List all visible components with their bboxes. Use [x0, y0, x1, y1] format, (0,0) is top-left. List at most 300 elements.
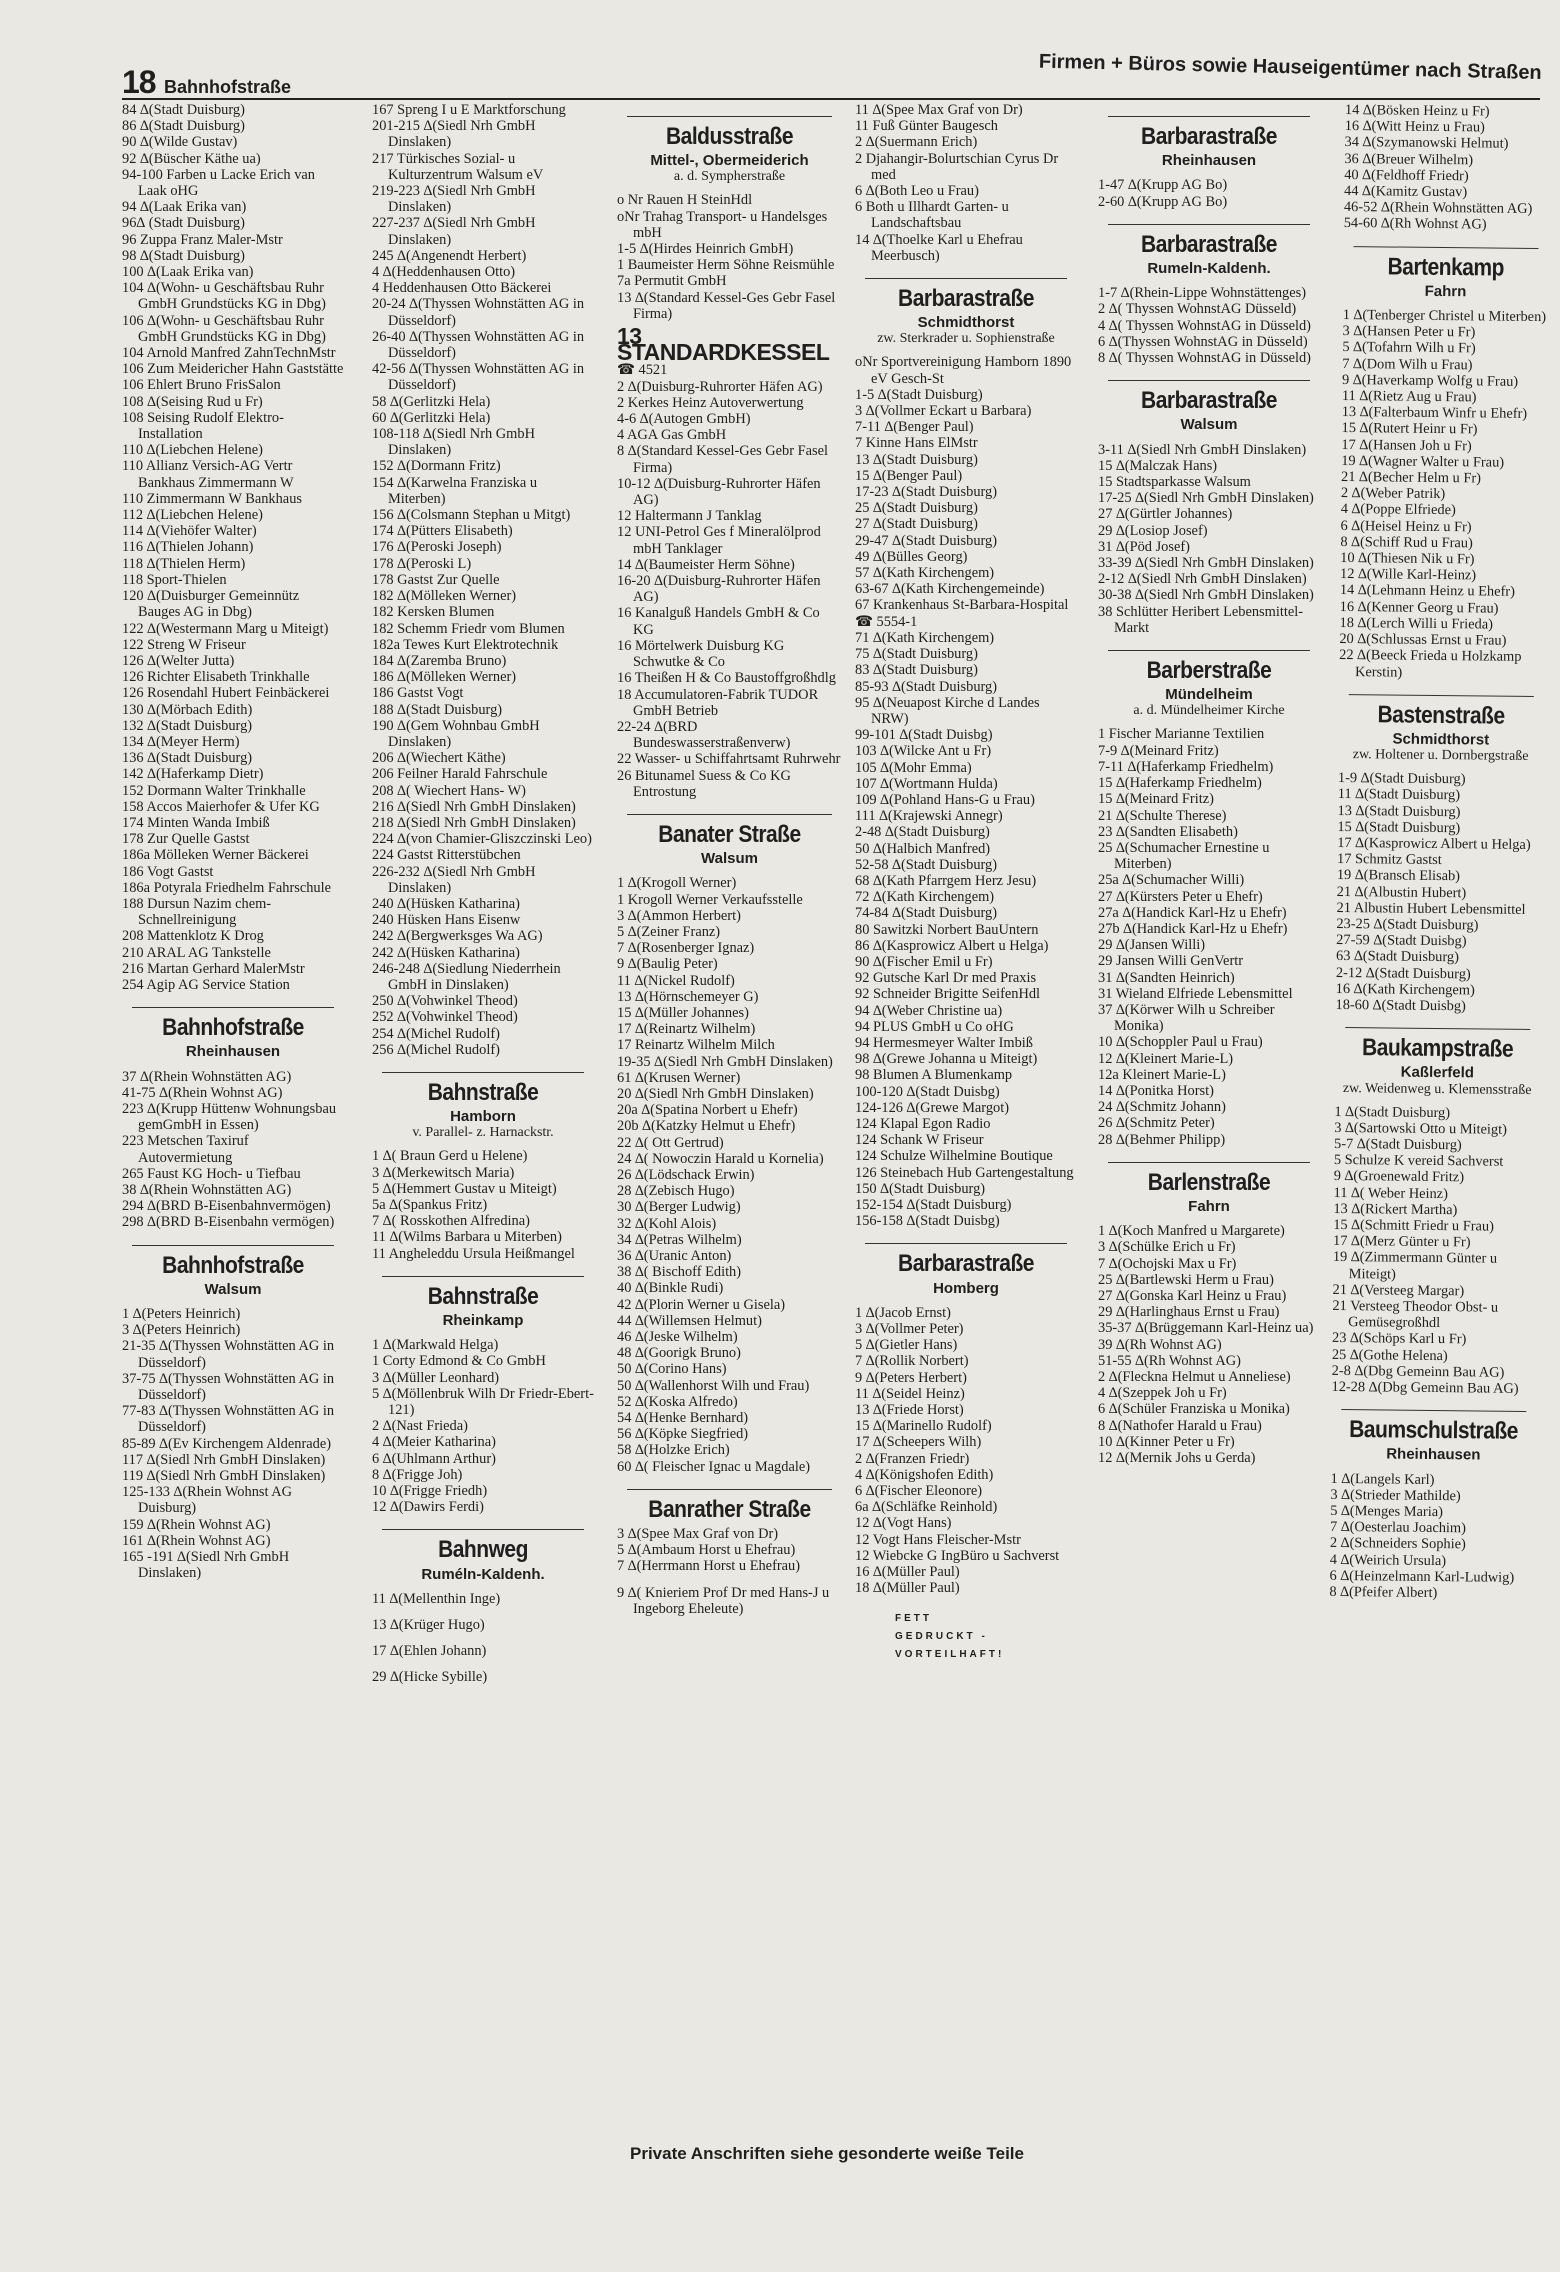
address-entry: 52-58 ∆(Stadt Duisburg) — [855, 856, 998, 873]
address-entry: 15 ∆(Haferkamp Friedhelm) — [1098, 775, 1262, 792]
street-section-header — [1098, 380, 1320, 433]
district-name: Schmidthorst — [1392, 730, 1490, 749]
address-entry: 1 Baumeister Herm Söhne Reismühle — [617, 257, 835, 274]
address-entry: 6 ∆(Thyssen WohnstAG in Düsseld) — [1098, 333, 1308, 350]
address-entry: 223 Metschen Taxiruf Autovermietung — [122, 1133, 249, 1166]
address-entry: 12 ∆(Wille Karl-Heinz) — [1339, 566, 1477, 584]
address-entry: 224 Gastst Ritterstübchen — [372, 847, 521, 864]
column-6 — [1329, 102, 1550, 1602]
address-entry: 110 ∆(Liebchen Helene) — [122, 442, 263, 459]
column-5 — [1098, 102, 1320, 1466]
address-entry: 19 ∆(Wagner Walter u Frau) — [1341, 452, 1505, 471]
address-entry: 27 ∆(Stadt Duisburg) — [855, 516, 978, 533]
street-section-header — [372, 1276, 594, 1329]
section-rule — [1108, 1162, 1310, 1163]
address-entry: 15 ∆(Schmitt Friedr u Frau) — [1333, 1216, 1495, 1235]
address-entry: 27 ∆(Gonska Karl Heinz u Frau) — [1098, 1287, 1287, 1304]
address-entry: 26 Bitunamel Suess & Co KG Entrostung — [617, 767, 791, 800]
address-entry: 3 ∆(Vollmer Peter) — [855, 1321, 964, 1338]
address-entry: 1-7 ∆(Rhein-Lippe Wohnstättenges) — [1098, 285, 1307, 302]
address-entry: 90 ∆(Wilde Gustav) — [122, 134, 238, 151]
address-entry: 6 ∆(Uhlmann Arthur) — [372, 1450, 496, 1467]
address-entry: 23 ∆(Schöps Karl u Fr) — [1331, 1330, 1467, 1348]
address-entry: 14 ∆(Bösken Heinz u Fr) — [1344, 102, 1490, 120]
notice-line: GEDRUCKT - — [895, 1631, 988, 1643]
section-rule — [1345, 1027, 1530, 1030]
address-entry: 1 ∆(Tenberger Christel u Miterben) — [1342, 307, 1547, 326]
address-entry: 182a Tewes Kurt Elektrotechnik — [372, 636, 559, 653]
address-entry: 12-28 ∆(Dbg Gemeinn Bau AG) — [1331, 1378, 1519, 1397]
address-entry: 24 ∆(Schmitz Johann) — [1098, 1099, 1226, 1116]
address-entry: 7 ∆(Dom Wilh u Frau) — [1342, 355, 1473, 373]
address-entry: 5 ∆(Hemmert Gustav u Miteigt) — [372, 1180, 557, 1197]
address-entry: 26 ∆(Lödschack Erwin) — [617, 1166, 755, 1183]
street-section-header — [855, 1243, 1077, 1296]
address-entry: ☎ 5554-1 — [855, 613, 918, 630]
address-entry: 254 Agip AG Service Station — [122, 976, 290, 993]
street-location-note: zw. Sterkrader u. Sophienstraße — [877, 331, 1055, 347]
address-entry: 3-11 ∆(Siedl Nrh GmbH Dinslaken) — [1098, 441, 1307, 458]
address-entry: 223 ∆(Krupp Hüttenw Wohnungsbau gemGmbH in Essen) — [122, 1100, 337, 1134]
address-entry: 2 ∆( Thyssen WohnstAG Düsseld) — [1098, 301, 1297, 318]
address-entry: 122 Streng W Friseur — [122, 636, 246, 653]
address-entry: 7 ∆(Rollik Norbert) — [855, 1353, 969, 1370]
address-entry: 158 Accos Maierhofer & Ufer KG — [122, 798, 320, 815]
address-entry: 27b ∆(Handick Karl-Hz u Ehefr) — [1098, 920, 1288, 937]
section-rule — [1108, 380, 1310, 381]
address-entry: 13 ∆(Krüger Hugo) — [372, 1617, 485, 1634]
address-entry: 37-75 ∆(Thyssen Wohnstätten AG in Düsseldorf) — [122, 1370, 335, 1404]
address-entry: 110 Allianz Versich-AG Vertr Bankhaus Zimmermann W — [122, 458, 294, 491]
address-entry: 29 ∆(Losiop Josef) — [1098, 522, 1208, 539]
address-entry: 1 Krogoll Werner Verkaufsstelle — [617, 891, 803, 908]
address-entry: 35-37 ∆(Brüggemann Karl-Heinz ua) — [1098, 1320, 1314, 1337]
address-entry: 2 ∆(Nast Frieda) — [372, 1418, 468, 1435]
address-entry: 110 Zimmermann W Bankhaus — [122, 490, 302, 507]
street-name: Banater Straße — [658, 821, 801, 848]
district-name: Walsum — [701, 850, 758, 868]
address-entry: 219-223 ∆(Siedl Nrh GmbH Dinslaken) — [372, 183, 536, 216]
address-entry: 85-89 ∆(Ev Kirchengem Aldenrade) — [122, 1435, 332, 1452]
address-entry: 246-248 ∆(Siedlung Niederrhein GmbH in Dinslaken) — [372, 960, 561, 993]
address-entry: 50 ∆(Corino Hans) — [617, 1361, 727, 1378]
address-entry: 1 ∆(Krogoll Werner) — [617, 875, 737, 892]
address-entry: 23-25 ∆(Stadt Duisburg) — [1336, 915, 1479, 934]
address-entry: 16-20 ∆(Duisburg-Ruhrorter Häfen AG) — [617, 573, 821, 606]
address-entry: 7 ∆(Rosenberger Ignaz) — [617, 940, 755, 957]
address-entry: 11 ∆(Seidel Heinz) — [855, 1385, 965, 1402]
address-entry: 14 ∆(Thoelke Karl u Ehefrau Meerbusch) — [855, 231, 1023, 264]
address-entry: 48 ∆(Goorigk Bruno) — [617, 1345, 741, 1362]
address-entry: 182 Schemm Friedr vom Blumen — [372, 620, 565, 637]
address-entry: 1 ∆(Stadt Duisburg) — [1334, 1103, 1451, 1121]
address-entry: 136 ∆(Stadt Duisburg) — [122, 750, 253, 767]
address-entry: 217 Türkisches Sozial- u Kulturzentrum Walsum eV — [372, 150, 544, 183]
address-entry: 3 ∆(Sartowski Otto u Miteigt) — [1334, 1119, 1508, 1138]
address-entry: 11 ∆(Rietz Aug u Frau) — [1341, 388, 1477, 406]
street-name: Bahnstraße — [427, 1079, 539, 1106]
address-entry: 1 ∆(Jacob Ernst) — [855, 1304, 951, 1321]
street-name: Barlenstraße — [1147, 1168, 1271, 1196]
address-entry: 1 ∆(Markwald Helga) — [372, 1337, 499, 1354]
address-entry: 100 ∆(Laak Erika van) — [122, 264, 254, 281]
street-name: Baumschulstraße — [1349, 1416, 1519, 1445]
address-entry: 117 ∆(Siedl Nrh GmbH Dinslaken) — [122, 1451, 326, 1468]
address-entry: 92 Schneider Brigitte SeifenHdl — [855, 986, 1041, 1003]
address-entry: 298 ∆(BRD B-Eisenbahn vermögen) — [122, 1214, 335, 1231]
address-entry: 6a ∆(Schläfke Reinhold) — [855, 1499, 998, 1516]
address-entry: 3 ∆(Hansen Peter u Fr) — [1342, 323, 1476, 341]
address-entry: 44 ∆(Willemsen Helmut) — [617, 1312, 762, 1329]
address-entry: 245 ∆(Angenendt Herbert) — [372, 247, 527, 264]
address-entry: 28 ∆(Zebisch Hugo) — [617, 1183, 735, 1200]
address-entry: 29 Jansen Willi GenVertr — [1098, 953, 1244, 970]
address-entry: 126 Richter Elisabeth Trinkhalle — [122, 669, 310, 686]
page-number: 18 — [122, 64, 156, 100]
address-entry: 13 ∆(Stadt Duisburg) — [1337, 802, 1461, 820]
street-location-note: zw. Holtener u. Dornbergstraße — [1352, 747, 1529, 765]
address-entry: 16 Mörtelwerk Duisburg KG Schwutke & Co — [617, 637, 785, 671]
address-entry: 96∆ (Stadt Duisburg) — [122, 215, 245, 232]
address-entry: 38 ∆(Rhein Wohnstätten AG) — [122, 1182, 292, 1198]
address-entry: 182 Kersken Blumen — [372, 604, 495, 621]
address-entry: 49 ∆(Bülles Georg) — [855, 548, 968, 565]
address-entry: 30 ∆(Berger Ludwig) — [617, 1199, 741, 1216]
street-location-note: v. Parallel- z. Harnackstr. — [412, 1125, 554, 1141]
address-entry: 15 Stadtsparkasse Walsum — [1098, 474, 1251, 491]
address-entry: 2 Djahangir-Bolurtschian Cyrus Dr med — [855, 150, 1059, 183]
address-entry: 29 ∆(Harlinghaus Ernst u Frau) — [1098, 1304, 1280, 1321]
notice-line: VORTEILHAFT! — [895, 1649, 1005, 1661]
address-entry: 60 ∆( Fleischer Ignac u Magdale) — [617, 1458, 811, 1475]
address-entry: 96 Zuppa Franz Maler-Mstr — [122, 231, 283, 248]
address-entry: 118 Sport-Thielen — [122, 571, 227, 588]
address-entry: 85-93 ∆(Stadt Duisburg) — [855, 678, 998, 695]
address-entry: 54-60 ∆(Rh Wohnst AG) — [1343, 215, 1487, 233]
address-entry: 252 ∆(Vohwinkel Theod) — [372, 1009, 518, 1026]
address-entry: 11 ∆( Weber Heinz) — [1333, 1184, 1449, 1202]
address-entry: 5-7 ∆(Stadt Duisburg) — [1334, 1135, 1462, 1154]
address-entry: 12a Kleinert Marie-L) — [1098, 1066, 1226, 1083]
address-entry: 156 ∆(Colsmann Stephan u Mitgt) — [372, 507, 571, 524]
address-entry: 120 ∆(Duisburger Gemeinnütz Bauges AG in Dbg) — [122, 588, 300, 621]
section-rule — [627, 1489, 832, 1490]
street-name: Barbarastraße — [898, 285, 1034, 312]
address-entry: 17 ∆(Hansen Joh u Fr) — [1341, 436, 1472, 455]
district-name: Rheinhausen — [1161, 152, 1257, 170]
address-entry: 38 ∆( Bischoff Edith) — [617, 1264, 742, 1281]
district-name: Rheinhausen — [1386, 1445, 1481, 1464]
street-section-header — [1098, 116, 1320, 169]
address-entry: 60 ∆(Gerlitzki Hela) — [372, 409, 491, 426]
address-entry: 3 ∆(Ammon Herbert) — [617, 907, 741, 924]
address-entry: 104 ∆(Wohn- u Geschäftsbau Ruhr GmbH Grundstücks KG in Dbg) — [122, 280, 326, 313]
street-section-header — [855, 278, 1077, 346]
address-entry: 24 ∆( Nowoczin Harald u Kornelia) — [617, 1150, 824, 1167]
address-entry: 201-215 ∆(Siedl Nrh GmbH Dinslaken) — [372, 118, 536, 151]
column-2 — [372, 102, 594, 1686]
address-entry: 5a ∆(Spankus Fritz) — [372, 1197, 488, 1213]
address-entry: 9 ∆(Peters Herbert) — [855, 1369, 967, 1386]
notice-line: FETT — [895, 1613, 932, 1625]
address-entry: 1-5 ∆(Hirdes Heinrich GmbH) — [617, 241, 794, 258]
address-entry: 186 Vogt Gastst — [122, 863, 214, 880]
address-entry: 27a ∆(Handick Karl-Hz u Ehefr) — [1098, 904, 1287, 921]
address-entry: 10 ∆(Kinner Peter u Fr) — [1098, 1433, 1235, 1450]
address-entry: 5 ∆(Gietler Hans) — [855, 1337, 958, 1354]
address-entry: 23 ∆(Sandten Elisabeth) — [1098, 823, 1238, 840]
street-section-header — [1338, 694, 1544, 765]
address-entry: 20-24 ∆(Thyssen Wohnstätten AG in Düsseldorf) — [372, 296, 585, 329]
address-entry: 126 Steinebach Hub Gartengestaltung — [855, 1164, 1074, 1181]
address-entry: 8 ∆(Pfeifer Albert) — [1329, 1583, 1438, 1602]
address-entry: 84 ∆(Stadt Duisburg) — [122, 102, 245, 118]
address-entry: 6 ∆(Both Leo u Frau) — [855, 183, 979, 200]
address-entry: 19-35 ∆(Siedl Nrh GmbH Dinslaken) — [617, 1053, 833, 1070]
address-entry: 46 ∆(Jeske Wilhelm) — [617, 1329, 738, 1346]
address-entry: 106 ∆(Wohn- u Geschäftsbau Ruhr GmbH Grundstücks KG in Dbg) — [122, 312, 326, 345]
address-entry: 12 ∆(Mernik Johs u Gerda) — [1098, 1450, 1256, 1467]
address-entry: 40 ∆(Binkle Rudi) — [617, 1280, 724, 1297]
fett-gedruckt-notice — [895, 1610, 1077, 1664]
address-entry: 227-237 ∆(Siedl Nrh GmbH Dinslaken) — [372, 215, 536, 248]
address-entry: 20 ∆(Schlussas Ernst u Frau) — [1339, 631, 1507, 649]
street-section-header — [1098, 224, 1320, 277]
address-entry: 39 ∆(Rh Wohnst AG) — [1098, 1336, 1222, 1353]
address-entry: 27 ∆(Gürtler Johannes) — [1098, 506, 1233, 523]
section-rule — [1108, 224, 1310, 225]
address-entry: 2 ∆(Weber Patrik) — [1340, 485, 1446, 503]
address-entry: 95 ∆(Neuapost Kirche d Landes NRW) — [855, 694, 1040, 727]
address-entry: 218 ∆(Siedl Nrh GmbH Dinslaken) — [372, 814, 576, 831]
address-entry: 161 ∆(Rhein Wohnst AG) — [122, 1532, 271, 1549]
address-entry: 7-9 ∆(Meinard Fritz) — [1098, 742, 1219, 759]
address-entry: 2 ∆(Schneiders Sophie) — [1329, 1535, 1466, 1553]
district-name: Walsum — [1180, 416, 1238, 434]
address-entry: 108-118 ∆(Siedl Nrh GmbH Dinslaken) — [372, 426, 535, 459]
address-entry: 4-6 ∆(Autogen GmbH) — [617, 411, 751, 428]
address-entry: 186 ∆(Mölleken Werner) — [372, 669, 517, 686]
address-entry: 13 ∆(Stadt Duisburg) — [855, 451, 978, 468]
address-entry: 1 ∆( Braun Gerd u Helene) — [372, 1148, 528, 1165]
street-name: Bahnstraße — [427, 1282, 539, 1310]
address-entry: 99-101 ∆(Stadt Duisbg) — [855, 727, 993, 744]
address-entry: 111 ∆(Krajewski Annegr) — [855, 808, 1003, 825]
address-entry: 20b ∆(Katzky Helmut u Ehefr) — [617, 1118, 796, 1135]
address-entry: 34 ∆(Petras Wilhelm) — [617, 1231, 742, 1248]
street-name: Barbarastraße — [1141, 230, 1277, 258]
address-entry: 124 Schulze Wilhelmine Boutique — [855, 1148, 1053, 1165]
address-entry: 184 ∆(Zaremba Bruno) — [372, 652, 507, 669]
address-entry: 31 Wieland Elfriede Lebensmittel — [1098, 985, 1293, 1002]
street-name: Bastenstraße — [1377, 701, 1505, 730]
street-section-header — [122, 1007, 344, 1060]
column-1 — [122, 102, 344, 1581]
address-entry: 17 ∆(Kasprowicz Albert u Helga) — [1337, 834, 1531, 853]
address-entry: 11 Angheleddu Ursula Heißmangel — [372, 1245, 575, 1262]
address-entry: 17 ∆(Scheepers Wilh) — [855, 1434, 982, 1451]
address-entry: 4 ∆(Szeppek Joh u Fr) — [1098, 1385, 1227, 1402]
street-name: Bahnweg — [438, 1536, 528, 1564]
address-entry: oNr Sportvereinigung Hamborn 1890 eV Gesch-St — [855, 354, 1072, 387]
street-name: Bahnhofstraße — [162, 1251, 304, 1279]
address-entry: 19 ∆(Bransch Elisab) — [1336, 867, 1461, 885]
address-entry: oNr Trahag Transport- u Handelsges mbH — [617, 208, 828, 241]
address-entry: 210 ARAL AG Tankstelle — [122, 944, 271, 961]
bold-advertisement-entry: 13 STANDARDKESSEL — [617, 323, 830, 366]
section-rule — [132, 1007, 334, 1008]
address-entry: 8 ∆(Nathofer Harald u Frau) — [1098, 1417, 1262, 1434]
address-entry: 72 ∆(Kath Kirchengem) — [855, 889, 995, 906]
address-entry: 67 Krankenhaus St-Barbara-Hospital — [855, 597, 1069, 614]
address-entry: 12 Vogt Hans Fleischer-Mstr — [855, 1531, 1021, 1548]
address-entry: 15 ∆(Benger Paul) — [855, 467, 963, 484]
header-rule — [122, 98, 1540, 100]
address-entry: 224 ∆(von Chamier-Gliszczinski Leo) — [372, 831, 592, 848]
address-entry: 13 ∆(Standard Kessel-Ges Gebr Fasel Firma) — [617, 289, 836, 322]
address-entry: 126 ∆(Welter Jutta) — [122, 652, 235, 669]
section-rule — [1349, 694, 1534, 697]
address-entry: 94-100 Farben u Lacke Erich van Laak oHG — [122, 166, 316, 200]
address-entry: 16 ∆(Kath Kirchengem) — [1335, 980, 1475, 999]
address-entry: 178 ∆(Peroski L) — [372, 555, 472, 572]
section-rule — [1341, 1409, 1526, 1412]
address-entry: 250 ∆(Vohwinkel Theod) — [372, 993, 518, 1010]
section-rule — [132, 1245, 334, 1246]
address-entry: 17 ∆(Ehlen Johann) — [372, 1643, 487, 1660]
address-entry: 112 ∆(Liebchen Helene) — [122, 507, 263, 524]
spacer — [372, 1607, 594, 1617]
address-entry: 52 ∆(Koska Alfredo) — [617, 1393, 738, 1410]
address-entry: 12 ∆(Vogt Hans) — [855, 1515, 952, 1532]
address-entry: 7-11 ∆(Haferkamp Friedhelm) — [1098, 758, 1274, 775]
address-entry: 17 Reinartz Wilhelm Milch — [617, 1037, 775, 1054]
address-entry: 1-9 ∆(Stadt Duisburg) — [1337, 770, 1466, 788]
page-header-left — [122, 64, 291, 101]
address-entry: 18 Accumulatoren-Fabrik TUDOR GmbH Betrieb — [617, 686, 819, 719]
address-entry: 3 ∆(Peters Heinrich) — [122, 1322, 241, 1339]
district-name: Walsum — [204, 1280, 262, 1298]
address-entry: 167 Spreng I u E Marktforschung — [372, 102, 566, 118]
address-entry: 75 ∆(Stadt Duisburg) — [855, 646, 978, 663]
address-entry: 12 ∆(Kleinert Marie-L) — [1098, 1050, 1234, 1067]
address-entry: 2 ∆(Franzen Friedr) — [855, 1450, 970, 1467]
address-entry: 7-11 ∆(Benger Paul) — [855, 419, 974, 436]
address-entry: 5 ∆(Möllenbruk Wilh Dr Friedr-Ebert-121) — [372, 1385, 594, 1419]
address-entry: 1 ∆(Peters Heinrich) — [122, 1306, 241, 1323]
street-section-header — [617, 116, 842, 184]
address-entry: 174 Minten Wanda Imbiß — [122, 814, 270, 831]
address-entry: 29 ∆(Jansen Willi) — [1098, 937, 1206, 954]
address-entry: 3 ∆(Strieder Mathilde) — [1330, 1486, 1461, 1505]
address-entry: 242 ∆(Bergwerksges Wa AG) — [372, 928, 543, 945]
address-entry: 159 ∆(Rhein Wohnst AG) — [122, 1516, 271, 1533]
district-name: Fahrn — [1188, 1197, 1230, 1215]
street-name: Barbarastraße — [1141, 123, 1277, 150]
spacer — [372, 1633, 594, 1643]
address-entry: 124 Klapal Egon Radio — [855, 1115, 991, 1132]
street-location-note: a. d. Sympherstraße — [673, 169, 786, 185]
address-entry: 3 ∆(Spee Max Graf von Dr) — [617, 1526, 779, 1543]
address-entry: 2-12 ∆(Siedl Nrh GmbH Dinslaken) — [1098, 571, 1307, 588]
address-entry: 2-60 ∆(Krupp AG Bo) — [1098, 193, 1228, 210]
address-entry: 20 ∆(Siedl Nrh GmbH Dinslaken) — [617, 1085, 814, 1102]
address-entry: 80 Sawitzki Norbert BauUntern — [855, 921, 1039, 938]
address-entry: 6 ∆(Schüler Franziska u Monika) — [1098, 1401, 1290, 1418]
address-entry: 125-133 ∆(Rhein Wohnst AG Duisburg) — [122, 1484, 293, 1517]
address-entry: 94 ∆(Laak Erika van) — [122, 199, 247, 216]
address-entry: 11 ∆(Wilms Barbara u Miterben) — [372, 1229, 562, 1246]
address-entry: 3 ∆(Müller Leonhard) — [372, 1369, 500, 1386]
address-entry: 188 Dursun Nazim chem-Schnellreinigung — [122, 895, 272, 929]
address-entry: 109 ∆(Pohland Hans-G u Frau) — [855, 791, 1035, 808]
address-entry: 124 Schank W Friseur — [855, 1132, 984, 1149]
running-head-street: Bahnhofstraße — [164, 77, 292, 97]
address-entry: 240 ∆(Hüsken Katharina) — [372, 895, 520, 912]
address-entry: 126 Rosendahl Hubert Feinbäckerei — [122, 685, 330, 702]
address-entry: 21 ∆(Versteeg Margar) — [1332, 1281, 1465, 1300]
section-rule — [627, 814, 832, 815]
address-entry: 94 Hermesmeyer Walter Imbiß — [855, 1034, 1033, 1051]
address-entry: 1-5 ∆(Stadt Duisburg) — [855, 386, 983, 403]
address-entry: 130 ∆(Mörbach Edith) — [122, 701, 253, 718]
address-entry: 105 ∆(Mohr Emma) — [855, 759, 972, 776]
address-entry: 152 ∆(Dormann Fritz) — [372, 458, 501, 475]
address-entry: 4 ∆(Weirich Ursula) — [1329, 1551, 1447, 1569]
street-section-header — [617, 814, 842, 867]
address-entry: 17 ∆(Merz Günter u Fr) — [1332, 1233, 1471, 1251]
address-entry: 14 ∆(Ponitka Horst) — [1098, 1082, 1214, 1099]
address-entry: 1 ∆(Koch Manfred u Margarete) — [1098, 1223, 1285, 1240]
spacer — [617, 1575, 842, 1585]
address-entry: 41-75 ∆(Rhein Wohnst AG) — [122, 1084, 283, 1101]
address-entry: 12 Wiebcke G IngBüro u Sachverst — [855, 1547, 1060, 1564]
street-section-header — [1098, 650, 1320, 718]
address-entry: 36 ∆(Uranic Anton) — [617, 1248, 732, 1264]
address-entry: 10-12 ∆(Duisburg-Ruhrorter Häfen AG) — [617, 475, 821, 509]
address-entry: 8 ∆(Frigge Joh) — [372, 1466, 463, 1483]
section-rule — [865, 1243, 1067, 1244]
section-rule — [382, 1276, 584, 1277]
address-entry: 15 ∆(Müller Johannes) — [617, 1004, 749, 1021]
address-entry: 165 -191 ∆(Siedl Nrh GmbH Dinslaken) — [122, 1549, 290, 1582]
address-entry: 4 ∆(Königshofen Edith) — [855, 1466, 994, 1483]
address-entry: 13 ∆(Friede Horst) — [855, 1402, 964, 1419]
address-entry: 17-23 ∆(Stadt Duisburg) — [855, 484, 998, 501]
street-name: Baukampstraße — [1361, 1034, 1514, 1063]
street-name: Bahnhofstraße — [162, 1014, 304, 1041]
address-entry: 58 ∆(Gerlitzki Hela) — [372, 393, 491, 410]
address-entry: 58 ∆(Holzke Erich) — [617, 1442, 730, 1459]
address-entry: 51-55 ∆(Rh Wohnst AG) — [1098, 1352, 1241, 1369]
street-section-header — [1098, 1162, 1320, 1215]
district-name: Ruméln-Kaldenh. — [421, 1565, 545, 1583]
address-entry: 50 ∆(Halbich Manfred) — [855, 840, 991, 857]
district-name: Rheinhausen — [185, 1043, 281, 1061]
address-entry: 68 ∆(Kath Pfarrgem Herz Jesu) — [855, 872, 1037, 889]
address-entry: o Nr Rauen H SteinHdl — [617, 192, 753, 209]
address-entry: 122 ∆(Westermann Marg u Miteigt) — [122, 620, 329, 637]
address-entry: 22 ∆(Beeck Frieda u Holzkamp Kerstin) — [1339, 647, 1522, 681]
address-entry: 21 ∆(Becher Helm u Fr) — [1340, 469, 1482, 487]
address-entry: 30-38 ∆(Siedl Nrh GmbH Dinslaken) — [1098, 587, 1314, 604]
address-entry: 8 ∆(Schiff Rud u Frau) — [1340, 533, 1473, 552]
address-entry: 94 PLUS GmbH u Co oHG — [855, 1018, 1014, 1035]
address-entry: 100-120 ∆(Stadt Duisbg) — [855, 1083, 1000, 1100]
address-entry: 154 ∆(Karwelna Franziska u Miterben) — [372, 474, 538, 507]
address-entry: 188 ∆(Stadt Duisburg) — [372, 701, 503, 718]
address-entry: 61 ∆(Krusen Werner) — [617, 1069, 741, 1086]
